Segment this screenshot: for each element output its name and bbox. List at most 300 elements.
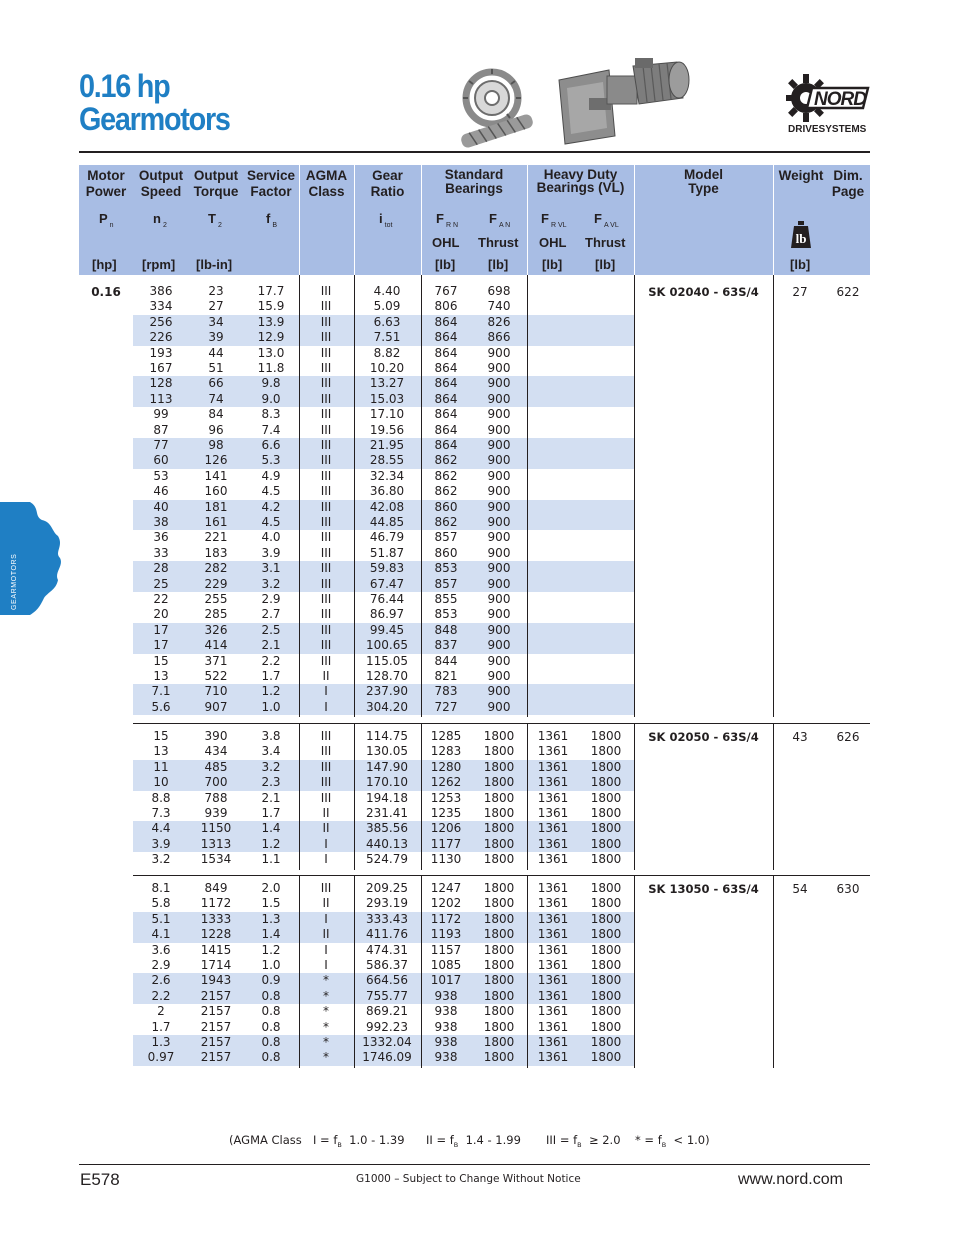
table-cell: II xyxy=(322,669,330,683)
table-cell: 900 xyxy=(487,561,511,576)
model-type: SK 02040 - 63S/4 xyxy=(648,285,759,299)
table-cell: 59.83 xyxy=(369,561,405,576)
table-cell: 36 xyxy=(153,530,169,545)
table-cell: 23 xyxy=(208,284,224,298)
table-cell: 8.1 xyxy=(151,881,171,895)
column-line xyxy=(773,875,774,1068)
table-cell: 1285 xyxy=(430,729,462,743)
table-cell: 2.1 xyxy=(261,790,281,805)
table-cell: 77 xyxy=(153,438,169,452)
table-cell: 390 xyxy=(204,729,228,743)
table-cell: 1800 xyxy=(483,896,515,911)
table-cell: 326 xyxy=(204,622,228,637)
table-cell: 84 xyxy=(208,407,224,422)
table-cell: 1800 xyxy=(590,790,622,805)
table-cell: III xyxy=(320,299,332,314)
symbol-t2: T $_2$ xyxy=(208,211,222,229)
table-cell: 1313 xyxy=(200,836,232,851)
table-cell: 1177 xyxy=(430,836,462,851)
page-title xyxy=(79,70,230,136)
table-cell: III xyxy=(320,468,332,483)
table-cell: 837 xyxy=(434,638,458,653)
table-cell: 1.4 xyxy=(261,821,281,836)
table-cell: 334 xyxy=(149,299,173,314)
table-cell: 1800 xyxy=(590,1004,622,1019)
table-cell: 938 xyxy=(434,1050,458,1065)
symbol-fb: f $_B$ xyxy=(266,211,278,229)
table-cell: 1361 xyxy=(537,729,569,743)
table-cell: 4.9 xyxy=(261,468,281,483)
table-cell: 126 xyxy=(204,453,228,468)
table-cell: 282 xyxy=(204,561,228,576)
table-cell: 2.2 xyxy=(261,653,281,668)
table-cell: 3.2 xyxy=(151,852,171,867)
symbol-frvl: F $_{R VL}$ xyxy=(541,211,567,229)
table-cell: 1172 xyxy=(200,896,232,911)
table-cell: 844 xyxy=(434,653,458,668)
table-cell: 25 xyxy=(153,576,169,591)
table-cell: 1800 xyxy=(590,1050,622,1065)
table-cell: 17.7 xyxy=(257,284,285,298)
table-cell: 2.6 xyxy=(151,973,171,988)
table-cell: 15 xyxy=(153,653,169,668)
group-separator xyxy=(133,875,870,876)
table-cell: 586.37 xyxy=(366,958,408,972)
table-cell: 855 xyxy=(434,592,458,606)
table-cell: 193 xyxy=(149,345,173,360)
table-cell: 128.70 xyxy=(366,669,408,683)
table-cell: 1800 xyxy=(590,836,622,851)
table-cell: 51 xyxy=(208,361,224,375)
table-cell: 2 xyxy=(157,1004,165,1019)
column-line xyxy=(354,723,355,870)
table-cell: * xyxy=(323,1050,329,1065)
table-cell: 0.8 xyxy=(261,1035,281,1049)
column-line xyxy=(299,723,300,870)
header-model-type: Model Type xyxy=(684,167,723,196)
table-cell: 160 xyxy=(204,484,228,499)
table-cell: 2157 xyxy=(200,988,232,1003)
table-cell: 3.9 xyxy=(151,836,171,851)
header-output-torque: Output Torque xyxy=(193,168,239,199)
table-cell: 1800 xyxy=(590,927,622,942)
table-cell: 938 xyxy=(434,1004,458,1019)
table-cell: 900 xyxy=(487,545,511,560)
table-cell: 44 xyxy=(208,345,224,360)
table-cell: 900 xyxy=(487,699,511,714)
table-cell: 1800 xyxy=(590,896,622,911)
header-gear-ratio: Gear Ratio xyxy=(370,168,405,199)
table-cell: 485 xyxy=(204,759,228,774)
table-cell: 1247 xyxy=(430,881,462,895)
table-cell: 862 xyxy=(434,453,458,468)
table-cell: 161 xyxy=(204,515,228,529)
header-standard-bearings: Standard Bearings xyxy=(444,167,504,196)
column-line xyxy=(773,723,774,870)
table-cell: 1.4 xyxy=(261,927,281,942)
table-cell: 1361 xyxy=(537,1019,569,1034)
table-cell: 5.8 xyxy=(151,896,171,911)
table-cell: II xyxy=(322,927,330,942)
note-class-4: * = $f_B < 1.0$) xyxy=(635,1133,710,1149)
weight-value: 43 xyxy=(792,730,808,744)
symbol-fan: F $_{A N}$ xyxy=(489,211,511,229)
table-cell: 6.63 xyxy=(373,314,401,329)
table-cell: 1.1 xyxy=(261,852,281,867)
table-cell: 1800 xyxy=(483,775,515,790)
table-cell: 1800 xyxy=(483,1035,515,1049)
header-motor-power: Motor Power xyxy=(85,168,127,199)
table-cell: 862 xyxy=(434,484,458,499)
table-cell: 115.05 xyxy=(366,653,408,668)
table-cell: 900 xyxy=(487,345,511,360)
table-cell: 1800 xyxy=(590,729,622,743)
table-cell: 1361 xyxy=(537,821,569,836)
table-cell: 9.0 xyxy=(261,391,281,406)
table-cell: 849 xyxy=(204,881,228,895)
footer-notice: G1000 – Subject to Change Without Notice xyxy=(356,1173,581,1185)
table-cell: 256 xyxy=(149,314,173,329)
table-cell: 866 xyxy=(487,330,511,345)
table-cell: 1800 xyxy=(590,973,622,988)
table-cell: 1800 xyxy=(590,1019,622,1034)
table-cell: * xyxy=(323,1019,329,1034)
table-cell: 1206 xyxy=(430,821,462,836)
table-cell: 1800 xyxy=(483,1050,515,1065)
table-cell: 12.9 xyxy=(257,330,285,345)
table-cell: 141 xyxy=(204,468,228,483)
column-line xyxy=(299,275,300,717)
model-type: SK 02050 - 63S/4 xyxy=(648,730,759,744)
table-cell: 1800 xyxy=(590,821,622,836)
table-cell: 13 xyxy=(153,669,169,683)
table-cell: 1172 xyxy=(430,911,462,926)
table-cell: 1.2 xyxy=(261,942,281,957)
table-cell: 900 xyxy=(487,669,511,683)
table-cell: 1361 xyxy=(537,973,569,988)
table-cell: 386 xyxy=(149,284,173,298)
table-cell: 304.20 xyxy=(366,699,408,714)
bottom-rule xyxy=(79,1164,870,1165)
table-cell: 3.9 xyxy=(261,545,281,560)
table-cell: 4.5 xyxy=(261,484,281,499)
table-cell: 700 xyxy=(204,775,228,790)
dim-page-value: 630 xyxy=(836,882,860,896)
table-cell: 167 xyxy=(149,361,173,375)
table-cell: III xyxy=(320,881,332,895)
table-cell: 1361 xyxy=(537,852,569,867)
table-cell: 2.1 xyxy=(261,638,281,653)
table-cell: 900 xyxy=(487,684,511,699)
header-output-speed: Output Speed xyxy=(138,168,184,199)
table-cell: 36.80 xyxy=(369,484,405,499)
group-separator xyxy=(133,723,870,724)
table-cell: 1800 xyxy=(590,775,622,790)
table-cell: 1202 xyxy=(430,896,462,911)
table-cell: 853 xyxy=(434,607,458,622)
table-cell: 1800 xyxy=(590,852,622,867)
table-cell: 66 xyxy=(208,376,224,391)
header-weight: Weight xyxy=(778,168,824,183)
table-cell: 6.6 xyxy=(261,438,281,452)
top-rule xyxy=(79,151,870,153)
table-cell: 1.2 xyxy=(261,684,281,699)
table-cell: 0.9 xyxy=(261,973,281,988)
table-cell: III xyxy=(320,314,332,329)
table-cell: III xyxy=(320,607,332,622)
table-cell: 53 xyxy=(153,468,169,483)
table-cell: 1262 xyxy=(430,775,462,790)
table-cell: 15.03 xyxy=(369,391,405,406)
symbol-itot: i $_{tot}$ xyxy=(379,211,393,229)
table-cell: 13.9 xyxy=(257,314,285,329)
table-cell: 1253 xyxy=(430,790,462,805)
table-cell: 864 xyxy=(434,438,458,452)
table-cell: 1800 xyxy=(483,744,515,759)
table-cell: III xyxy=(320,422,332,437)
table-cell: III xyxy=(320,790,332,805)
table-cell: 853 xyxy=(434,561,458,576)
table-cell: 10 xyxy=(153,775,169,790)
table-cell: III xyxy=(320,407,332,422)
table-cell: 900 xyxy=(487,530,511,545)
table-cell: I xyxy=(324,942,328,957)
table-cell: 1.7 xyxy=(151,1019,171,1034)
table-cell: 1361 xyxy=(537,942,569,957)
table-cell: 821 xyxy=(434,669,458,683)
table-cell: III xyxy=(320,653,332,668)
table-cell: 1228 xyxy=(200,927,232,942)
table-cell: 1361 xyxy=(537,790,569,805)
table-cell: 181 xyxy=(204,499,228,514)
table-cell: 17.10 xyxy=(369,407,405,422)
table-cell: 147.90 xyxy=(366,759,408,774)
table-cell: III xyxy=(320,759,332,774)
table-cell: 938 xyxy=(434,1035,458,1049)
table-cell: 4.40 xyxy=(373,284,401,298)
table-cell: 864 xyxy=(434,314,458,329)
table-cell: 1150 xyxy=(200,821,232,836)
table-cell: III xyxy=(320,561,332,576)
table-cell: 7.51 xyxy=(373,330,401,345)
table-cell: 1800 xyxy=(590,881,622,895)
table-cell: 1361 xyxy=(537,988,569,1003)
table-cell: III xyxy=(320,484,332,499)
table-cell: 1333 xyxy=(200,911,232,926)
weight-value: 27 xyxy=(792,285,808,299)
table-cell: 1800 xyxy=(483,1004,515,1019)
table-cell: 1157 xyxy=(430,942,462,957)
logo-tagline: DRIVESYSTEMS xyxy=(788,124,867,135)
table-cell: 1800 xyxy=(590,1035,622,1049)
table-cell: 900 xyxy=(487,592,511,606)
svg-text:lb: lb xyxy=(795,231,807,246)
table-cell: 992.23 xyxy=(366,1019,408,1034)
table-cell: 474.31 xyxy=(366,942,408,957)
unit-lb-weight: [lb] xyxy=(790,257,811,272)
table-cell: 5.09 xyxy=(373,299,401,314)
header-ohl-vl: OHL xyxy=(539,235,567,250)
table-cell: 42.08 xyxy=(369,499,405,514)
table-cell: 1361 xyxy=(537,775,569,790)
table-cell: III xyxy=(320,576,332,591)
table-cell: III xyxy=(320,775,332,790)
table-cell: 226 xyxy=(149,330,173,345)
header-dim-page: Dim. Page xyxy=(831,168,865,199)
table-cell: 939 xyxy=(204,806,228,820)
table-cell: 1800 xyxy=(590,958,622,972)
table-cell: 1800 xyxy=(483,973,515,988)
table-cell: 5.3 xyxy=(261,453,281,468)
table-cell: 5.6 xyxy=(151,699,171,714)
note-class-1: $I = f_B$ 1.0 - 1.39 xyxy=(313,1133,405,1149)
table-cell: 8.8 xyxy=(151,790,171,805)
table-cell: 3.8 xyxy=(261,729,281,743)
table-cell: 333.43 xyxy=(366,911,408,926)
table-cell: 99.45 xyxy=(369,622,405,637)
table-cell: 60 xyxy=(153,453,169,468)
table-cell: 1800 xyxy=(590,988,622,1003)
table-cell: 862 xyxy=(434,515,458,529)
table-cell: III xyxy=(320,744,332,759)
table-cell: 17 xyxy=(153,622,169,637)
svg-text:NORD: NORD xyxy=(814,89,866,110)
table-cell: 67.47 xyxy=(369,576,405,591)
table-cell: 3.6 xyxy=(151,942,171,957)
table-cell: 8.3 xyxy=(261,407,281,422)
table-cell: 1017 xyxy=(430,973,462,988)
table-cell: 231.41 xyxy=(366,806,408,820)
footer-url[interactable]: www.nord.com xyxy=(738,1171,843,1188)
table-cell: 440.13 xyxy=(366,836,408,851)
table-cell: 1800 xyxy=(590,911,622,926)
table-cell: 1280 xyxy=(430,759,462,774)
table-cell: 411.76 xyxy=(366,927,408,942)
table-cell: 0.8 xyxy=(261,1004,281,1019)
table-cell: 1361 xyxy=(537,881,569,895)
unit-lb-ohl-vl: [lb] xyxy=(542,257,563,272)
table-cell: 900 xyxy=(487,453,511,468)
table-cell: 99 xyxy=(153,407,169,422)
table-cell: 1800 xyxy=(483,821,515,836)
table-cell: * xyxy=(323,1035,329,1049)
table-cell: III xyxy=(320,345,332,360)
table-cell: 860 xyxy=(434,499,458,514)
table-cell: 34 xyxy=(208,314,224,329)
column-line xyxy=(527,723,528,870)
table-cell: 900 xyxy=(487,515,511,529)
table-cell: 900 xyxy=(487,576,511,591)
table-cell: 1235 xyxy=(430,806,462,820)
table-cell: 237.90 xyxy=(366,684,408,699)
table-cell: 87 xyxy=(153,422,169,437)
table-cell: 371 xyxy=(204,653,228,668)
table-cell: 1415 xyxy=(200,942,232,957)
table-cell: * xyxy=(323,1004,329,1019)
table-cell: III xyxy=(320,515,332,529)
table-cell: 1800 xyxy=(590,942,622,957)
table-cell: 1800 xyxy=(483,1019,515,1034)
table-cell: 1361 xyxy=(537,759,569,774)
table-cell: 1361 xyxy=(537,806,569,820)
table-cell: 113 xyxy=(149,391,173,406)
worm-gear-image xyxy=(452,68,540,148)
table-cell: 1130 xyxy=(430,852,462,867)
table-cell: 1.3 xyxy=(151,1035,171,1049)
table-cell: * xyxy=(323,973,329,988)
table-cell: 3.1 xyxy=(261,561,281,576)
table-cell: 170.10 xyxy=(366,775,408,790)
table-cell: 1800 xyxy=(483,942,515,957)
table-cell: 22 xyxy=(153,592,169,606)
side-tab xyxy=(0,502,64,615)
unit-rpm: [rpm] xyxy=(142,257,176,272)
table-cell: 938 xyxy=(434,988,458,1003)
table-cell: 862 xyxy=(434,468,458,483)
table-cell: 19.56 xyxy=(369,422,405,437)
table-cell: 0.8 xyxy=(261,988,281,1003)
table-cell: 1.5 xyxy=(261,896,281,911)
gearmotor-image xyxy=(553,58,691,152)
table-cell: 4.0 xyxy=(261,530,281,545)
table-cell: 900 xyxy=(487,484,511,499)
table-cell: 900 xyxy=(487,622,511,637)
table-cell: 1.0 xyxy=(261,699,281,714)
table-cell: 285 xyxy=(204,607,228,622)
table-cell: 900 xyxy=(487,407,511,422)
table-cell: III xyxy=(320,284,332,298)
page-number: E578 xyxy=(80,1170,120,1189)
table-cell: II xyxy=(322,896,330,911)
table-cell: III xyxy=(320,622,332,637)
table-cell: 900 xyxy=(487,438,511,452)
table-cell: 1193 xyxy=(430,927,462,942)
table-cell: 9.8 xyxy=(261,376,281,391)
table-cell: 13.27 xyxy=(369,376,405,391)
table-cell: 522 xyxy=(204,669,228,683)
weight-icon xyxy=(791,221,811,248)
table-cell: 0.97 xyxy=(147,1050,175,1065)
table-cell: 1361 xyxy=(537,927,569,942)
table-cell: I xyxy=(324,684,328,699)
table-cell: 3.2 xyxy=(261,759,281,774)
symbol-pn: P $_n$ xyxy=(99,211,114,229)
table-cell: 848 xyxy=(434,622,458,637)
table-cell: I xyxy=(324,958,328,972)
table-cell: 4.1 xyxy=(151,927,171,942)
table-cell: 2157 xyxy=(200,1035,232,1049)
table-cell: I xyxy=(324,911,328,926)
table-cell: III xyxy=(320,545,332,560)
table-cell: 788 xyxy=(204,790,228,805)
table-cell: III xyxy=(320,729,332,743)
table-cell: 434 xyxy=(204,744,228,759)
table-cell: 46 xyxy=(153,484,169,499)
table-cell: 46.79 xyxy=(369,530,405,545)
table-cell: 767 xyxy=(434,284,458,298)
table-cell: I xyxy=(324,836,328,851)
table-cell: 1.3 xyxy=(261,911,281,926)
table-cell: 1361 xyxy=(537,836,569,851)
table-cell: 15 xyxy=(153,729,169,743)
table-cell: 857 xyxy=(434,530,458,545)
table-cell: 13.0 xyxy=(257,345,285,360)
table-cell: 864 xyxy=(434,330,458,345)
note-class-2: II = $f_B$ 1.4 - 1.99 xyxy=(426,1133,521,1149)
table-cell: 938 xyxy=(434,1019,458,1034)
table-cell: 10.20 xyxy=(369,361,405,375)
table-cell: 1800 xyxy=(483,759,515,774)
